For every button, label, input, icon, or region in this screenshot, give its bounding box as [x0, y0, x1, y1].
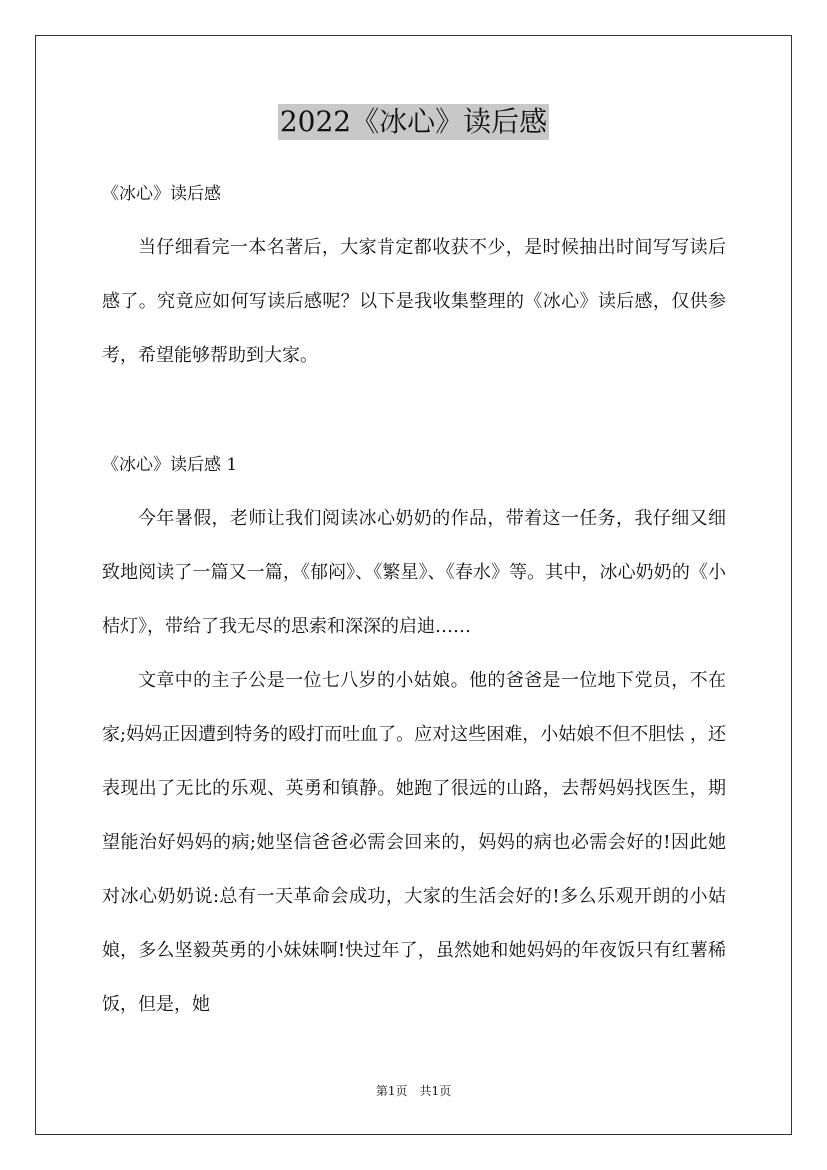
page-footer — [0, 1083, 827, 1099]
title-container — [0, 104, 827, 140]
page-total: 共1页 — [419, 1084, 452, 1098]
intro-paragraph: 当仔细看完一本名著后，大家肯定都收获不少，是时候抽出时间写写读后感了。究竟应如何写读后感呢？以下是我收集整理的《冰心》读后感，仅供参考，希望能够帮助到大家。 — [102, 237, 726, 366]
page-number: 第1页 — [375, 1084, 408, 1098]
section-heading: 《冰心》读后感 1 — [102, 455, 238, 475]
body-paragraph: 文章中的主子公是一位七八岁的小姑娘。他的爸爸是一位地下党员，不在家;妈妈正因遭到特务的殴打而吐血了。应对这些困难，小姑娘不但不胆怯 ，还表现出了无比的乐观、英勇和镇静。她跑了很远的山路，去帮妈妈找医生，期望能治好妈妈的病;她坚信爸爸必需会回来的，妈妈的病也必需会好的!因此她对冰心奶奶说:总有一天革命会成功，大家的生活会好的!多么乐观开朗的小姑娘，多么坚毅英勇的小妹妹啊!快过年了，虽然她和她妈妈的年夜饭只有红薯稀饭，但是，她 — [102, 670, 726, 1015]
body-paragraph: 今年暑假，老师让我们阅读冰心奶奶的作品，带着这一任务，我仔细又细致地阅读了一篇又一篇，《郁闷》、《繁星》、《春水》等。其中，冰心奶奶的《小桔灯》，带给了我无尽的思索和深深的启迪…… — [102, 508, 726, 637]
document-title: 2022《冰心》读后感 — [279, 105, 548, 138]
intro-heading: 《冰心》读后感 — [102, 184, 221, 204]
